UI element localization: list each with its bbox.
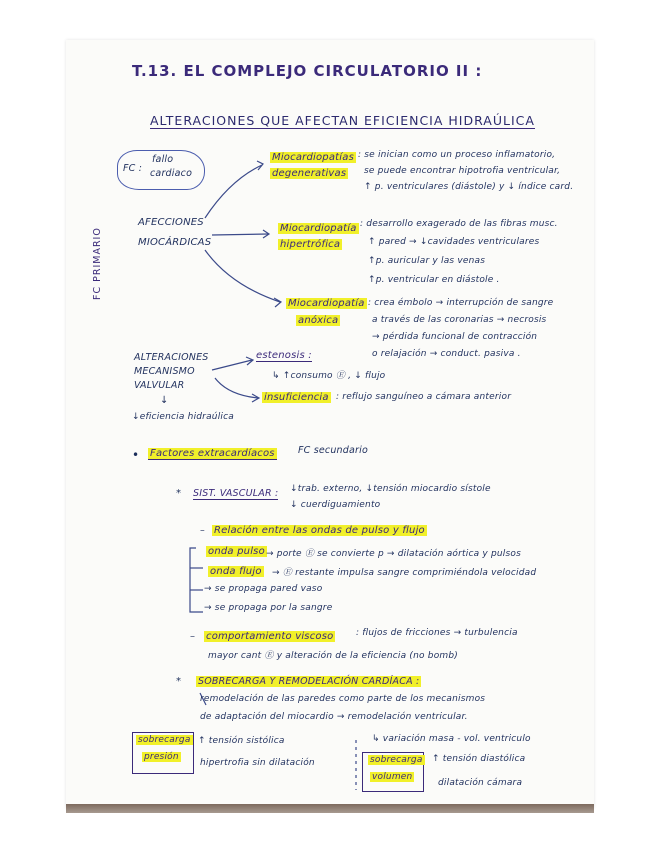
presion-line1: sobrecarga	[138, 735, 191, 745]
comportamiento-dash: –	[190, 631, 196, 642]
estenosis-desc: ↳ ↑consumo Ⓔ , ↓ flujo	[272, 371, 386, 381]
onda-flujo-label: onda flujo	[210, 566, 262, 577]
miocardiopatia-degenerativa-label2: degenerativas	[272, 168, 347, 179]
onda-pulso-desc: → porte Ⓔ se convierte p → dilatación aórtica y pulsos	[266, 549, 521, 559]
propaga-vaso: → se propaga pared vaso	[204, 584, 323, 594]
bracket-onda	[190, 548, 203, 612]
hipertrofica-desc-2: ↑ pared → ↓cavidades ventriculares	[368, 237, 540, 247]
page-title: T.13. EL COMPLEJO CIRCULATORIO II :	[132, 62, 483, 80]
degenerativa-desc-3: ↑ p. ventriculares (diástole) y ↓ índice card.	[364, 182, 574, 192]
comportamiento-desc-1: : flujos de fricciones → turbulencia	[356, 628, 518, 638]
sist-star: *	[176, 488, 182, 499]
section-subtitle: ALTERACIONES QUE AFECTAN EFICIENCIA HIDRAÚLICA	[150, 113, 535, 128]
afecciones-line1: AFECCIONES	[138, 217, 204, 228]
sist-vascular-desc-1: ↓trab. externo, ↓tensión miocardio sístole	[290, 484, 491, 494]
degenerativa-desc-1: : se inician como un proceso inflamatorio,	[358, 150, 556, 160]
sist-vascular-label: SIST. VASCULAR :	[193, 488, 279, 499]
arrowhead-anoxica	[274, 298, 281, 307]
volumen-desc-2: dilatación cámara	[438, 778, 523, 788]
volumen-desc-1: ↑ tensión diastólica	[432, 754, 526, 764]
miocardiopatia-hipertrofica-label: Miocardiopatía	[280, 223, 357, 234]
cloud-line2: cardiaco	[150, 168, 193, 179]
anoxica-desc-1: : crea émbolo → interrupción de sangre	[368, 298, 554, 308]
cloud-line1: fallo	[152, 154, 174, 165]
hipertrofica-desc-4: ↑p. ventricular en diástole .	[368, 275, 500, 285]
estenosis-label: estenosis :	[256, 350, 312, 361]
volumen-top: ↳ variación masa - vol. ventriculo	[372, 734, 531, 744]
alteraciones-line3: VALVULAR	[134, 380, 185, 391]
sobrecarga-desc-2: de adaptación del miocardio → remodelación ventricular.	[200, 712, 468, 722]
miocardiopatia-anoxica-label: Miocardiopatía	[288, 298, 365, 309]
sist-vascular-desc-2: ↓ cuerdiguamiento	[290, 500, 381, 510]
hipertrofica-desc-1: : desarrollo exagerado de las fibras musc.	[360, 219, 558, 229]
miocardiopatia-degenerativa-label: Miocardiopatías	[272, 152, 355, 163]
factores-tag: FC secundario	[298, 445, 368, 456]
volumen-line1: sobrecarga	[370, 755, 423, 765]
alteraciones-line2: MECANISMO	[134, 366, 195, 377]
arrow-to-estenosis	[212, 360, 252, 370]
hipertrofica-desc-3: ↑p. auricular y las venas	[368, 256, 486, 266]
miocardiopatia-anoxica-label2: anóxica	[298, 315, 339, 326]
sobrecarga-desc-1: remodelación de las paredes como parte de los mecanismos	[200, 694, 486, 704]
comportamiento-label: comportamiento viscoso	[206, 631, 334, 642]
relacion-dash: –	[200, 525, 205, 536]
sobrecarga-star: *	[176, 676, 182, 687]
relacion-label: Relación entre las ondas de pulso y flujo	[214, 525, 425, 536]
arrow-to-insuficiencia	[215, 378, 258, 398]
arrow-to-hipertrofica	[212, 234, 268, 235]
presion-line2: presión	[144, 752, 179, 762]
sobrecarga-label: SOBRECARGA Y REMODELACIÓN CARDÍACA :	[198, 676, 420, 687]
anoxica-desc-4: o relajación → conduct. pasiva .	[372, 349, 521, 359]
presion-desc-1: ↑ tensión sistólica	[198, 736, 285, 746]
factores-bullet: •	[132, 448, 140, 462]
presion-desc-2: hipertrofia sin dilatación	[200, 758, 315, 768]
arrow-to-anoxica	[205, 250, 280, 302]
factores-label: Factores extracardíacos	[150, 448, 275, 459]
anoxica-desc-3: → pérdida funcional de contracción	[372, 332, 538, 342]
eficiencia-result: ↓eficiencia hidraúlica	[132, 412, 234, 422]
cloud-prefix: FC :	[123, 163, 143, 174]
miocardiopatia-hipertrofica-label2: hipertrófica	[280, 239, 341, 250]
alteraciones-line1: ALTERACIONES	[134, 352, 209, 363]
propaga-sangre: → se propaga por la sangre	[204, 603, 333, 613]
insuficiencia-desc: : reflujo sanguíneo a cámara anterior	[336, 392, 512, 402]
arrow-to-degenerativas	[205, 165, 262, 218]
degenerativa-desc-2: se puede encontrar hipotrofia ventricular,	[364, 166, 561, 176]
volumen-line2: volumen	[372, 772, 413, 782]
onda-flujo-desc: → Ⓔ restante impulsa sangre comprimiéndola velocidad	[272, 568, 537, 578]
onda-pulso-label: onda pulso	[208, 546, 265, 557]
comportamiento-desc-2: mayor cant Ⓔ y alteración de la eficiencia (no bomb)	[208, 651, 458, 661]
alteraciones-arrow: ↓	[160, 395, 169, 406]
afecciones-line2: MIOCÁRDICAS	[138, 237, 212, 248]
side-label: FC PRIMARIO	[92, 227, 103, 300]
insuficiencia-label: insuficiencia	[264, 392, 329, 403]
anoxica-desc-2: a través de las coronarias → necrosis	[372, 315, 547, 325]
